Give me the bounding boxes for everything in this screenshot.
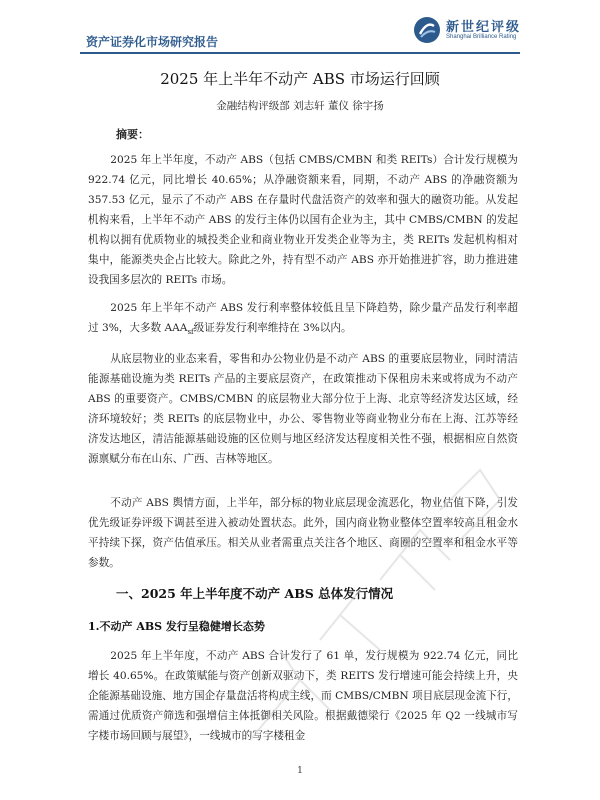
abstract-label: 摘要： bbox=[116, 128, 149, 141]
document-authors: 金融结构评级部 刘志轩 董仪 徐宇扬 bbox=[216, 100, 384, 112]
rate-subscript: sf bbox=[187, 328, 194, 337]
brand-logo bbox=[412, 13, 532, 49]
logo-text-en: Shanghai Brilliance Rating bbox=[446, 34, 517, 40]
logo-text-cn: 新世纪评级 bbox=[446, 20, 522, 35]
section-paragraph: 2025 年上半年度，不动产 ABS 合计发行了 61 单，发行规模为 922.74 亿元，同比增长 40.65%。在政策赋能与资产创新双驱动下，类 REITS 发行增速可能会持续上升，央企能源基础设施、地方国企存量盘活将构成主线，而 CMBS/CMBN 项目底层现金流下行，需通过优质资产筛选和强增信主体抵御相关风险。根据戴德梁行《2025 年 Q2 一线城市写字楼市场回顾与展望》，一线城市的写字楼租金 bbox=[88, 650, 518, 742]
page-number: 1 bbox=[297, 766, 303, 776]
abstract-paragraph-4: 不动产 ABS 舆情方面，上半年，部分标的物业底层现金流恶化，物业估值下降，引发优先级证券评级下调甚至进入被动处置状态。此外，国内商业物业整体空置率较高且租金水平持续下探，资产估值承压。相关从业者需重点关注各个地区、商圈的空置率和租金水平等参数。 bbox=[88, 497, 518, 569]
document-title: 2025 年上半年不动产 ABS 市场运行回顾 bbox=[160, 70, 440, 88]
rate-text-rest: 级证券发行利率维持在 3%以内。 bbox=[193, 322, 352, 334]
logo-mark-icon bbox=[412, 15, 442, 45]
abstract-paragraph-1: 2025 年上半年度，不动产 ABS（包括 CMBS/CMBN 和类 REITs）合计发行规模为 922.74 亿元，同比增长 40.65%；从净融资额来看，同期，不动产 ABS 的净融资额为 357.53 亿元，显示了不动产 ABS 在存量时代盘活资产的效率和强大的融资功能。从发起机构来看，上半年不动产 ABS 的发行主体仍以国有企业为主，其中 CMBS/CMBN 的发起机构以拥有优质物业的城投类企业和商业物业开发类企业等为主，类 REITs 发起机构相对集中，能源类央企占比较大。除此之外，持有型不动产 ABS 亦开始推进扩容，助力推进建设我国多层次的 REITs 市场。 bbox=[88, 154, 518, 286]
page-header bbox=[0, 0, 600, 56]
rate-text-lead: 2025 年上半年不动产 ABS 发行利率整体较低且呈下降趋势，除少量产品发行利率超过 3%，大多数 AAA bbox=[88, 302, 518, 334]
section-heading: 一、2025 年上半年度不动产 ABS 总体发行情况 bbox=[116, 586, 394, 601]
abstract-paragraph-3: 从底层物业的业态来看，零售和办公物业仍是不动产 ABS 的重要底层物业，同时清洁能源基础设施为类 REITs 产品的主要底层资产，在政策推动下保租房未来或将成为不动产 ABS 的重要资产。CMBS/CMBN 的底层物业大部分位于上海、北京等经济发达区域，经济环境较好；类 REITs 的底层物业中，办公、零售物业等商业物业分布在上海、江苏等经济发达地区，清洁能源基础设施的区位则与地区经济发达程度相关性不强，根据相应自然资源禀赋分布在山东、广西、吉林等地区。 bbox=[88, 353, 518, 465]
header-section-title: 资产证券化市场研究报告 bbox=[86, 35, 219, 49]
abstract-paragraph-2 bbox=[88, 298, 518, 342]
header-divider bbox=[80, 52, 520, 54]
subsection-heading: 1.不动产 ABS 发行呈稳健增长态势 bbox=[88, 620, 265, 633]
